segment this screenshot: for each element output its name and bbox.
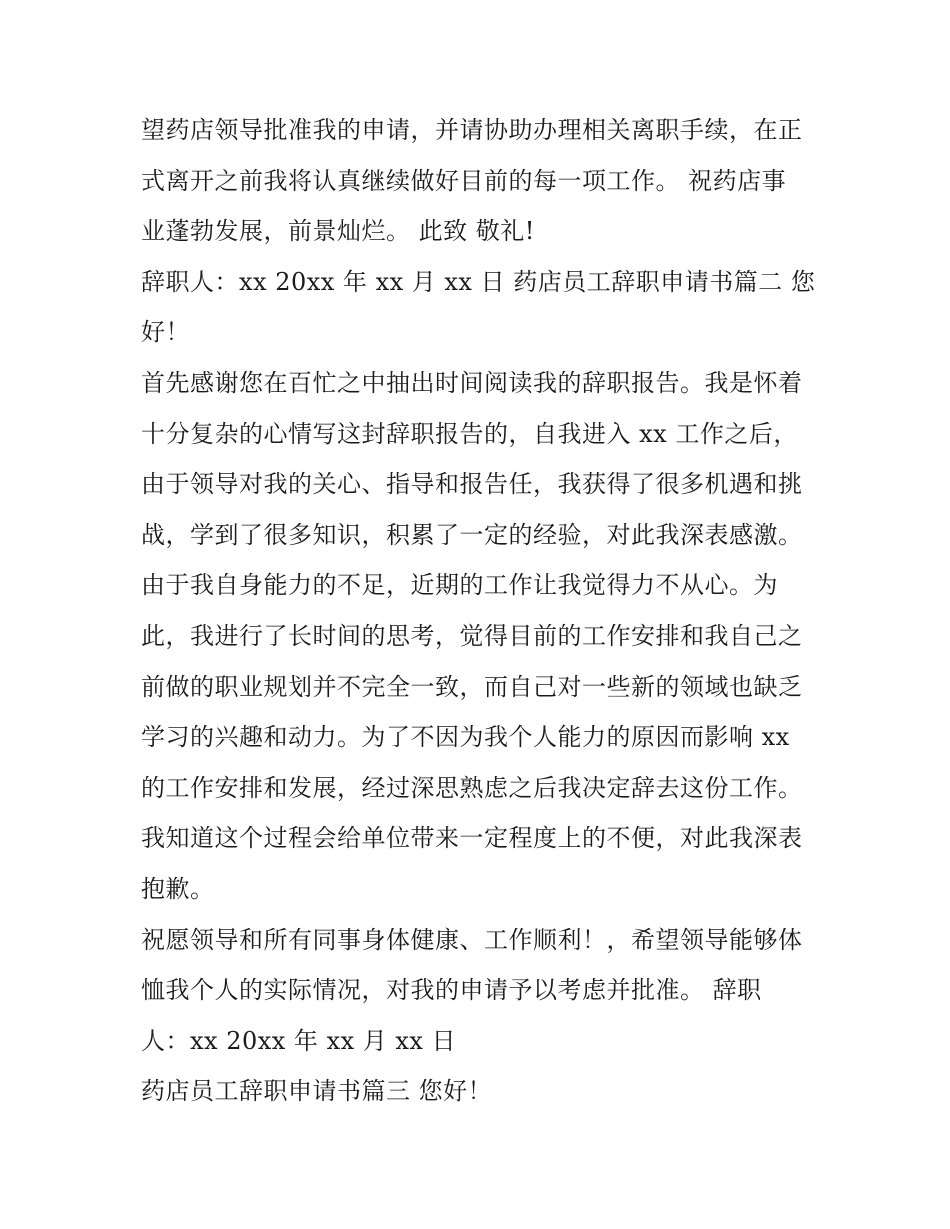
text-line: 我知道这个过程会给单位带来一定程度上的不便，对此我深表 [141,824,803,853]
text-line: 辞职人：xx 20xx 年 xx 月 xx 日 药店员工辞职申请书篇二 您 [141,267,816,296]
text-line: 望药店领导批准我的申请，并请协助办理相关离职手续，在正 [141,116,803,144]
text-line: 首先感谢您在百忙之中抽出时间阅读我的辞职报告。我是怀着 [141,368,803,397]
text-line: 人：xx 20xx 年 xx 月 xx 日 [141,1026,457,1055]
text-line: 好！ [141,318,190,347]
text-line: 的工作安排和发展，经过深思熟虑之后我决定辞去这份工作。 [141,773,803,802]
text-line: 此，我进行了长时间的思考，觉得目前的工作安排和我自己之 [141,621,803,650]
text-line: 祝愿领导和所有同事身体健康、工作顺利！，希望领导能够体 [141,925,803,954]
text-line: 式离开之前我将认真继续做好目前的每一项工作。 祝药店事 [141,166,787,195]
text-line: 十分复杂的心情写这封辞职报告的，自我进入 xx 工作之后， [141,419,798,448]
text-line: 前做的职业规划并不完全一致，而自己对一些新的领域也缺乏 [141,672,803,701]
text-line: 药店员工辞职申请书篇三 您好！ [141,1077,493,1106]
text-line: 由于我自身能力的不足，近期的工作让我觉得力不从心。为 [141,571,778,600]
text-line: 抱歉。 [141,874,215,903]
document-body [141,105,821,1117]
text-line: 战，学到了很多知识，积累了一定的经验，对此我深表感激。 [141,520,803,549]
text-line: 由于领导对我的关心、指导和报告任，我获得了很多机遇和挑 [141,470,803,499]
text-line: 恤我个人的实际情况，对我的申请予以考虑并批准。 辞职 [141,976,762,1005]
text-line: 业蓬勃发展，前景灿烂。 此致 敬礼! [141,217,535,246]
text-line: 学习的兴趣和动力。为了不因为我个人能力的原因而影响 xx [141,723,790,752]
